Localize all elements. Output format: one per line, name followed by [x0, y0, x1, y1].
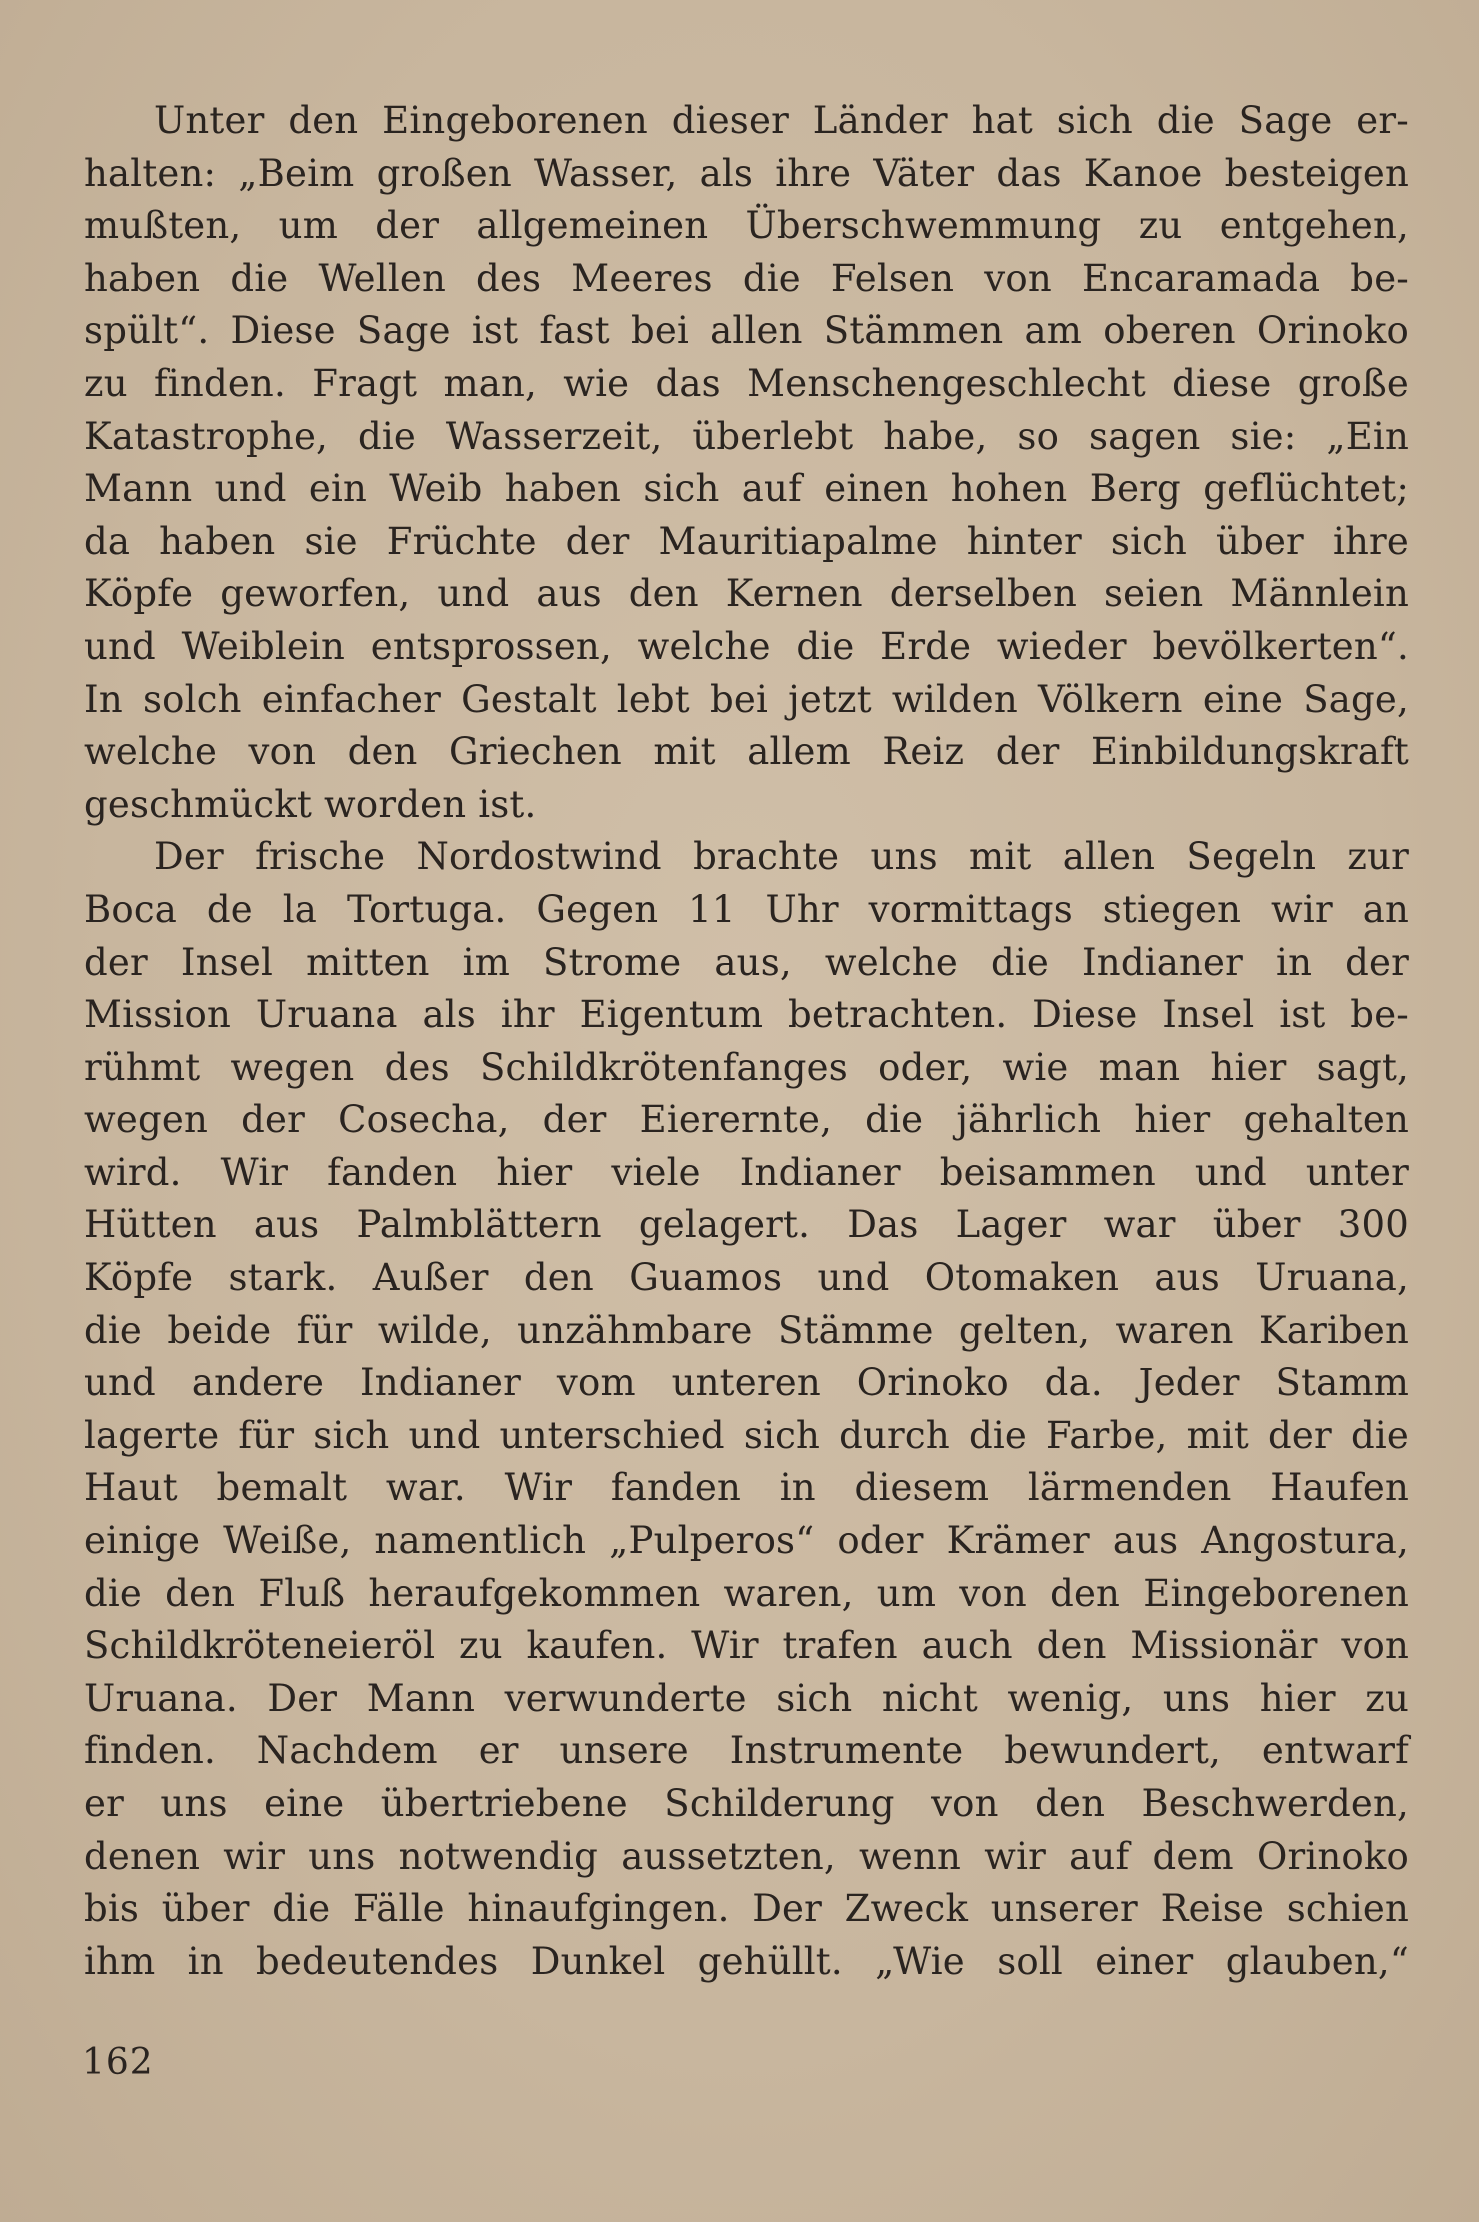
text-line: spült“. Diese Sage ist fast bei allen Stämmen am oberen Orinoko: [84, 309, 1409, 353]
text-line: In solch einfacher Gestalt lebt bei jetzt wilden Völkern eine Sage,: [84, 677, 1409, 721]
text-line: Boca de la Tortuga. Gegen 11 Uhr vormittags stiegen wir an: [84, 887, 1409, 931]
text-line: mußten, um der allgemeinen Überschwemmung zu entgehen,: [84, 204, 1409, 248]
text-line: einige Weiße, namentlich „Pulperos“ oder Krämer aus Angostura,: [84, 1519, 1409, 1563]
text-line: Mission Uruana als ihr Eigentum betrachten. Diese Insel ist be-: [84, 993, 1409, 1037]
text-line: welche von den Griechen mit allem Reiz der Einbildungskraft: [84, 730, 1409, 774]
text-line: bis über die Fälle hinaufgingen. Der Zweck unserer Reise schien: [84, 1887, 1409, 1931]
text-line: lagerte für sich und unterschied sich durch die Farbe, mit der die: [84, 1413, 1409, 1457]
text-line: haben die Wellen des Meeres die Felsen von Encaramada be-: [84, 256, 1409, 300]
text-line: Der frische Nordostwind brachte uns mit allen Segeln zur: [154, 835, 1409, 879]
text-line: denen wir uns notwendig aussetzten, wenn wir auf dem Orinoko: [84, 1834, 1409, 1878]
text-line: Schildkröteneieröl zu kaufen. Wir trafen auch den Missionär von: [84, 1624, 1409, 1668]
book-page-text: [84, 95, 1409, 1988]
paragraph-tortuga-island: [84, 831, 1409, 1988]
text-line: Katastrophe, die Wasserzeit, überlebt habe, so sagen sie: „Ein: [84, 414, 1409, 458]
text-line: wird. Wir fanden hier viele Indianer beisammen und unter: [84, 1150, 1409, 1194]
text-line: ihm in bedeutendes Dunkel gehüllt. „Wie soll einer glauben,“: [84, 1939, 1409, 1983]
text-line: finden. Nachdem er unsere Instrumente bewundert, entwarf: [84, 1729, 1409, 1773]
text-line: Uruana. Der Mann verwunderte sich nicht wenig, uns hier zu: [84, 1676, 1409, 1720]
text-line: die den Fluß heraufgekommen waren, um von den Eingeborenen: [84, 1571, 1409, 1615]
text-line: zu finden. Fragt man, wie das Menschengeschlecht diese große: [84, 361, 1409, 405]
text-line: wegen der Cosecha, der Eierernte, die jährlich hier gehalten: [84, 1098, 1409, 1142]
text-line: Mann und ein Weib haben sich auf einen hohen Berg geflüchtet;: [84, 467, 1409, 511]
text-line: halten: „Beim großen Wasser, als ihre Väter das Kanoe besteigen: [84, 151, 1409, 195]
text-line: Köpfe geworfen, und aus den Kernen derselben seien Männlein: [84, 572, 1409, 616]
text-line: Köpfe stark. Außer den Guamos und Otomaken aus Uruana,: [84, 1256, 1409, 1300]
text-line: da haben sie Früchte der Mauritiapalme hinter sich über ihre: [84, 519, 1409, 563]
text-line: und andere Indianer vom unteren Orinoko da. Jeder Stamm: [84, 1361, 1409, 1405]
text-line: der Insel mitten im Strome aus, welche die Indianer in der: [84, 940, 1409, 984]
text-line: geschmückt worden ist.: [84, 782, 537, 826]
text-line: Hütten aus Palmblättern gelagert. Das Lager war über 300: [84, 1203, 1409, 1247]
page-number: 162: [82, 2042, 154, 2083]
text-line: rühmt wegen des Schildkrötenfanges oder, wie man hier sagt,: [84, 1045, 1409, 1089]
text-line: und Weiblein entsprossen, welche die Erde wieder bevölkerten“.: [84, 624, 1409, 668]
text-line: Haut bemalt war. Wir fanden in diesem lärmenden Haufen: [84, 1466, 1409, 1510]
text-line: er uns eine übertriebene Schilderung von den Beschwerden,: [84, 1782, 1409, 1825]
paragraph-flood-legend: [84, 95, 1409, 831]
text-line: Unter den Eingeborenen dieser Länder hat sich die Sage er-: [154, 99, 1409, 142]
text-line: die beide für wilde, unzähmbare Stämme gelten, waren Kariben: [84, 1308, 1409, 1352]
